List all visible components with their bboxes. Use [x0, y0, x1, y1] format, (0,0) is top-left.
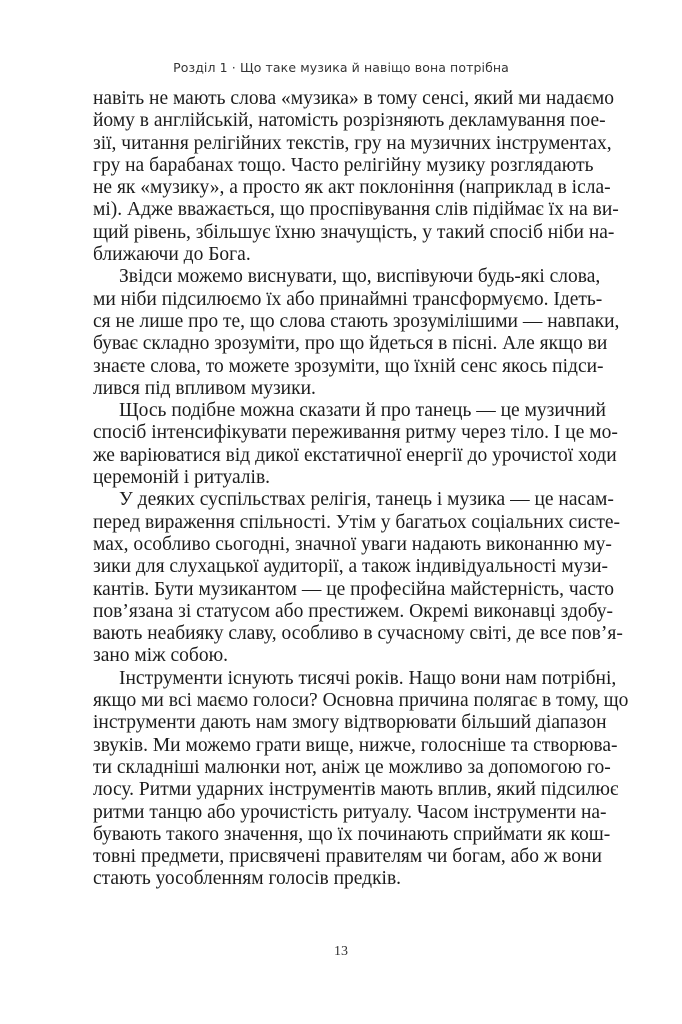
text-line: навіть не мають слова «музика» в тому сенсі, який ми надаємо — [93, 88, 614, 109]
body-text — [93, 88, 629, 891]
text-line: же варіюватися від дикої екстатичної енергії до урочистої ходи — [93, 444, 617, 466]
text-line: ритми танцю або урочистість ритуалу. Часом інструменти на- — [93, 801, 607, 823]
text-line: У деяких суспільствах релігія, танець і музика — це насам- — [119, 489, 614, 511]
text-line: ближаючи до Бога. — [93, 244, 251, 266]
text-line: церемоній і ритуалів. — [93, 467, 271, 489]
text-line: гру на барабанах тощо. Часто релігійну музику розглядають — [93, 154, 594, 176]
text-line: лосу. Ритми ударних інструментів мають вплив, який підсилює — [93, 779, 619, 801]
text-line: ся не лише про те, що слова стають зрозумілішими — навпаки, — [93, 310, 620, 332]
text-line: зії, читання релігійних текстів, гру на музичних інструментах, — [93, 132, 612, 154]
text-line: мах, особливо сьогодні, значної уваги надають виконанню му- — [93, 533, 612, 555]
text-line: йому в англійській, натомість розрізняють декламування пое- — [93, 110, 606, 132]
text-line: зано між собою. — [93, 645, 229, 667]
text-line: інструменти дають нам змогу відтворювати більший діапазон — [93, 712, 607, 734]
page-number: 13 — [334, 944, 348, 959]
text-line: Звідси можемо виснувати, що, виспівуючи будь-які слова, — [119, 266, 601, 288]
text-line: звуків. Ми можемо грати вище, нижче, голосніше та створюва- — [93, 734, 618, 756]
text-line: знаєте слова, то можете зрозуміти, що їхній сенс якось підси- — [93, 355, 604, 377]
text-line: не як «музику», а просто як акт поклоніння (наприклад в ісла- — [93, 177, 611, 199]
text-line: Щось подібне можна сказати й про танець — це музичний — [119, 400, 606, 422]
text-line: ми ніби підсилюємо їх або принаймні трансформуємо. Ідеть- — [93, 288, 603, 310]
paragraph — [93, 266, 620, 400]
text-line: пов’язана зі статусом або престижем. Окремі виконавці здобу- — [93, 600, 614, 622]
paragraph — [93, 489, 623, 667]
text-line: товні предмети, присвячені правителям чи богам, або ж вони — [93, 846, 602, 868]
running-header: Розділ 1 · Що таке музика й навіщо вона потрібна — [173, 60, 509, 75]
text-line: перед вираження спільності. Утім у багатьох соціальних систе- — [93, 511, 621, 533]
paragraph — [93, 400, 618, 489]
paragraph — [93, 667, 629, 891]
text-line: вають неабияку славу, особливо в сучасному світі, де все пов’я- — [93, 623, 623, 645]
text-line: Інструменти існують тисячі років. Нащо вони нам потрібні, — [119, 667, 617, 689]
text-line: щий рівень, збільшує їхню значущість, у такий спосіб ніби на- — [93, 221, 615, 243]
paragraph — [93, 88, 619, 266]
text-line: мі). Адже вважається, що проспівування слів підіймає їх на ви- — [93, 199, 619, 221]
text-line: лився під впливом музики. — [93, 377, 316, 399]
text-line: бувають такого значення, що їх починають сприймати як кош- — [93, 823, 611, 845]
text-line: якщо ми всі маємо голоси? Основна причина полягає в тому, що — [93, 690, 629, 712]
text-line: спосіб інтенсифікувати переживання ритму через тіло. І це мо- — [93, 422, 618, 444]
text-line: зики для слухацької аудиторії, а також індивідуальності музи- — [93, 556, 609, 578]
text-line: кантів. Бути музикантом — це професійна майстерність, часто — [93, 578, 615, 600]
text-line: ти складніші малюнки нот, аніж це можливо за допомогою го- — [93, 756, 611, 778]
text-line: буває складно зрозуміти, про що йдеться в пісні. Але якщо ви — [93, 333, 608, 355]
text-line: стають уособленням голосів предків. — [93, 868, 402, 890]
